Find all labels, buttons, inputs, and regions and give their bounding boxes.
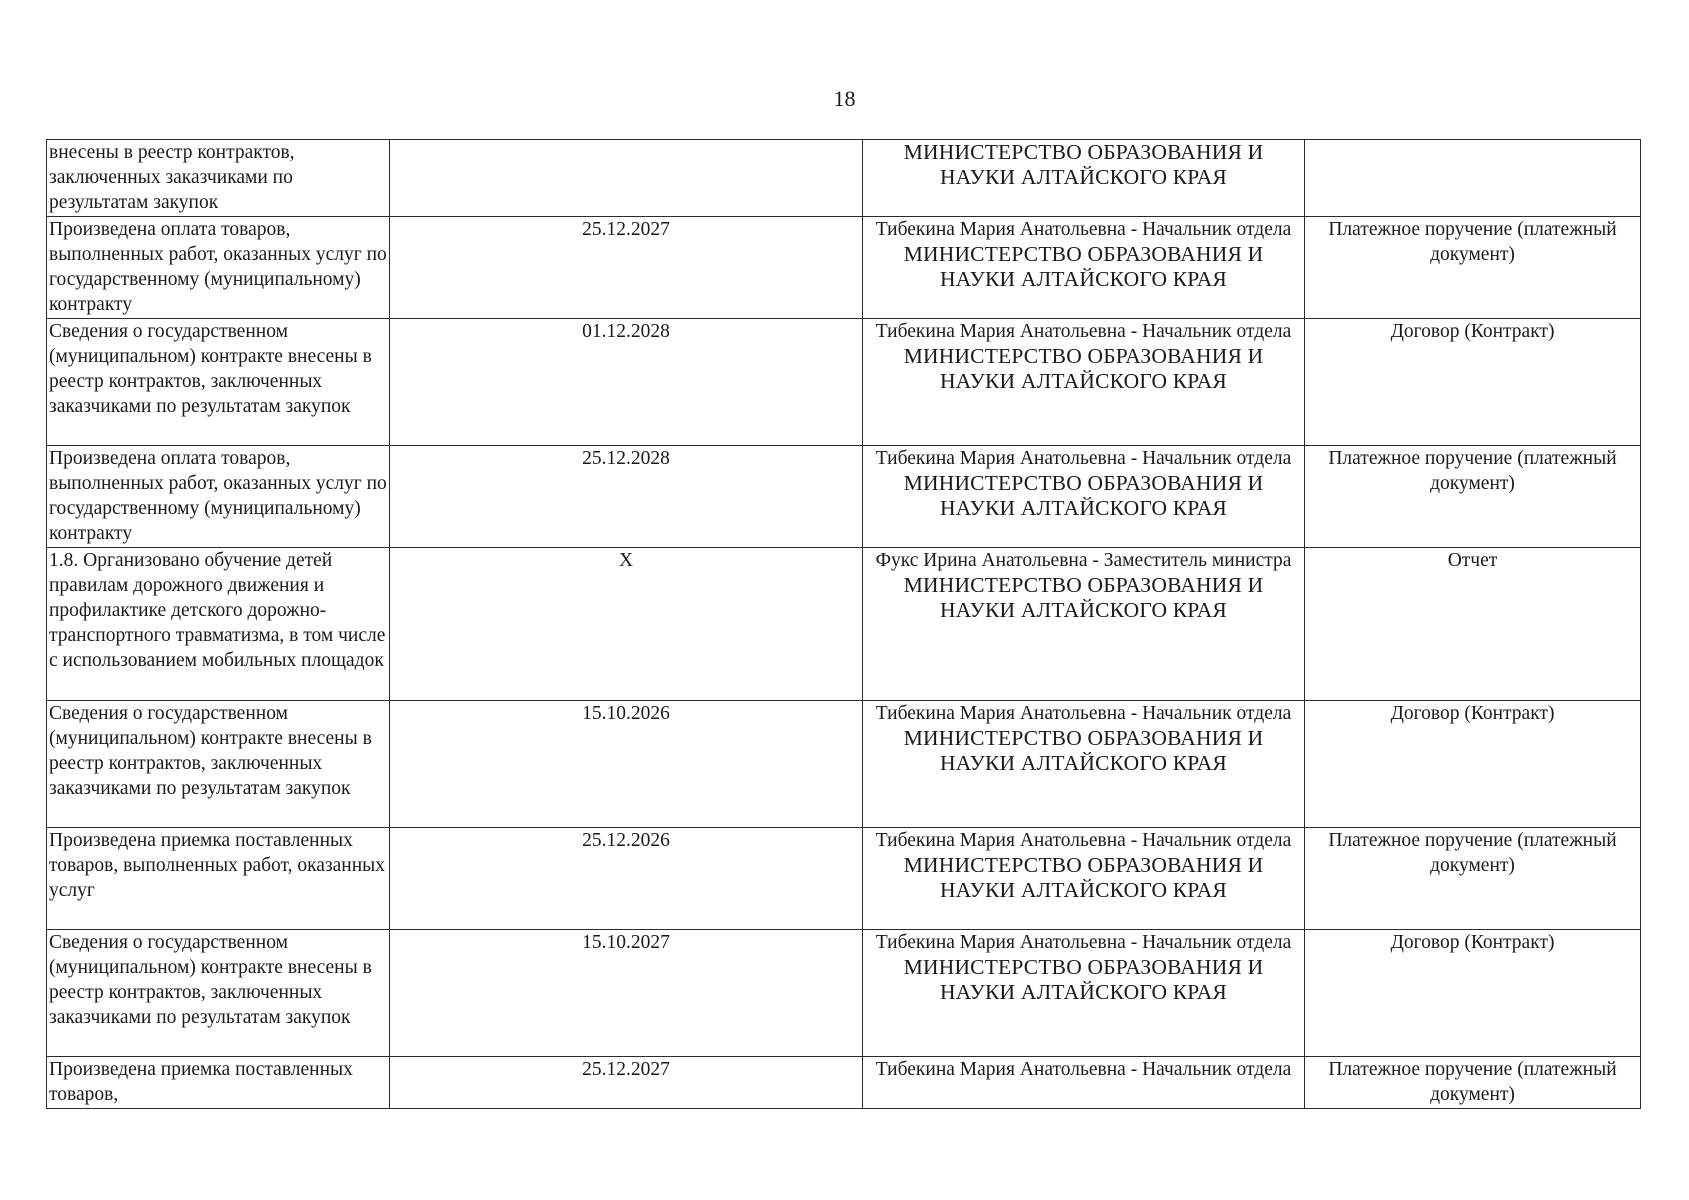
responsible-org: МИНИСТЕРСТВО ОБРАЗОВАНИЯ И НАУКИ АЛТАЙСКОГО КРАЯ (903, 853, 1264, 902)
document-cell: Отчет (1305, 548, 1641, 701)
page-number: 18 (833, 86, 856, 111)
responsible-org: МИНИСТЕРСТВО ОБРАЗОВАНИЯ И НАУКИ АЛТАЙСКОГО КРАЯ (903, 573, 1264, 622)
table-row (47, 828, 1641, 930)
document-cell: Платежное поручение (платежный документ) (1305, 217, 1641, 319)
date-cell: 25.12.2026 (390, 828, 863, 930)
responsible-org: МИНИСТЕРСТВО ОБРАЗОВАНИЯ И НАУКИ АЛТАЙСКОГО КРАЯ (903, 344, 1264, 393)
description-cell: Сведения о государственном (муниципальном) контракте внесены в реестр контрактов, заключенных заказчиками по результатам закупок (47, 930, 390, 1057)
responsible-person: Тибекина Мария Анатольевна - Начальник отдела (875, 1059, 1292, 1080)
description-cell: Произведена оплата товаров, выполненных работ, оказанных услуг по государственному (муниципальному) контракту (47, 446, 390, 548)
table-row (47, 446, 1641, 548)
responsible-org: МИНИСТЕРСТВО ОБРАЗОВАНИЯ И НАУКИ АЛТАЙСКОГО КРАЯ (903, 955, 1264, 1004)
responsible-org: МИНИСТЕРСТВО ОБРАЗОВАНИЯ И НАУКИ АЛТАЙСКОГО КРАЯ (903, 140, 1264, 189)
document-cell: Платежное поручение (платежный документ) (1305, 446, 1641, 548)
responsible-cell (863, 548, 1305, 701)
table-row (47, 217, 1641, 319)
table-row (47, 319, 1641, 446)
responsible-person: Фукс Ирина Анатольевна - Заместитель министра (875, 550, 1292, 571)
table-row (47, 930, 1641, 1057)
responsible-person: Тибекина Мария Анатольевна - Начальник отдела (875, 703, 1292, 724)
table-row (47, 548, 1641, 701)
responsible-cell (863, 319, 1305, 446)
responsible-org: МИНИСТЕРСТВО ОБРАЗОВАНИЯ И НАУКИ АЛТАЙСКОГО КРАЯ (903, 471, 1264, 520)
responsible-cell (863, 446, 1305, 548)
responsible-person: Тибекина Мария Анатольевна - Начальник отдела (875, 830, 1292, 851)
date-cell: 25.12.2027 (390, 1057, 863, 1109)
document-cell: Платежное поручение (платежный документ) (1305, 1057, 1641, 1109)
date-cell: 01.12.2028 (390, 319, 863, 446)
description-cell: Сведения о государственном (муниципальном) контракте внесены в реестр контрактов, заключенных заказчиками по результатам закупок (47, 701, 390, 828)
responsible-cell (863, 217, 1305, 319)
responsible-person: Тибекина Мария Анатольевна - Начальник отдела (875, 932, 1292, 953)
document-cell: Договор (Контракт) (1305, 930, 1641, 1057)
responsible-person: Тибекина Мария Анатольевна - Начальник отдела (875, 321, 1292, 342)
date-cell: 15.10.2027 (390, 930, 863, 1057)
description-cell: Произведена оплата товаров, выполненных работ, оказанных услуг по государственному (муниципальному) контракту (47, 217, 390, 319)
document-cell: Договор (Контракт) (1305, 701, 1641, 828)
responsible-cell (863, 140, 1305, 217)
description-cell: Сведения о государственном (муниципальном) контракте внесены в реестр контрактов, заключенных заказчиками по результатам закупок (47, 319, 390, 446)
responsible-person: Тибекина Мария Анатольевна - Начальник отдела (875, 219, 1292, 240)
responsible-org: МИНИСТЕРСТВО ОБРАЗОВАНИЯ И НАУКИ АЛТАЙСКОГО КРАЯ (903, 242, 1264, 291)
table-row (47, 701, 1641, 828)
responsible-cell (863, 701, 1305, 828)
responsible-cell (863, 1057, 1305, 1109)
responsible-org: МИНИСТЕРСТВО ОБРАЗОВАНИЯ И НАУКИ АЛТАЙСКОГО КРАЯ (903, 726, 1264, 775)
responsible-cell (863, 930, 1305, 1057)
date-cell: 15.10.2026 (390, 701, 863, 828)
responsible-cell (863, 828, 1305, 930)
document-cell: Платежное поручение (платежный документ) (1305, 828, 1641, 930)
description-cell: внесены в реестр контрактов, заключенных заказчиками по результатам закупок (47, 140, 390, 217)
document-cell (1305, 140, 1641, 217)
date-cell: 25.12.2028 (390, 446, 863, 548)
table-row (47, 1057, 1641, 1109)
table-row (47, 140, 1641, 217)
date-cell: 25.12.2027 (390, 217, 863, 319)
date-cell (390, 140, 863, 217)
activities-table (46, 139, 1641, 1109)
description-cell: Произведена приемка поставленных товаров, (47, 1057, 390, 1109)
description-cell: Произведена приемка поставленных товаров, выполненных работ, оказанных услуг (47, 828, 390, 930)
responsible-person: Тибекина Мария Анатольевна - Начальник отдела (875, 448, 1292, 469)
description-cell: 1.8. Организовано обучение детей правилам дорожного движения и профилактике детского дорожно-транспортного травматизма, в том числе с использованием мобильных площадок (47, 548, 390, 701)
document-cell: Договор (Контракт) (1305, 319, 1641, 446)
date-cell: X (390, 548, 863, 701)
